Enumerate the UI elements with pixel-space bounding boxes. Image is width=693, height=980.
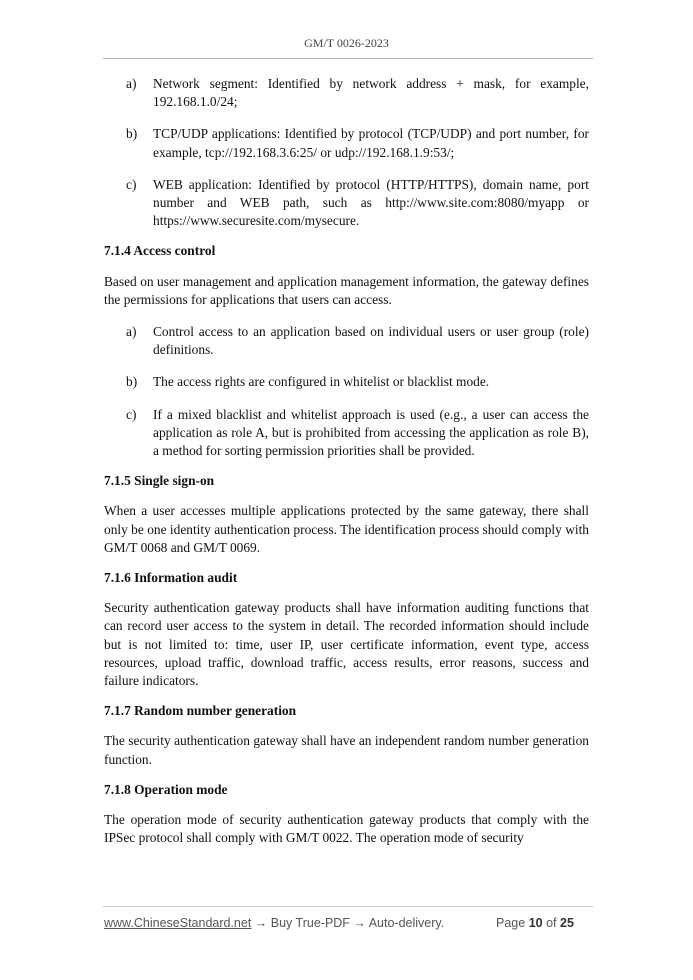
of-label: of bbox=[546, 916, 557, 930]
list-text: Control access to an application based on individual users or user group (role) definitions. bbox=[153, 324, 589, 358]
list-marker: a) bbox=[126, 324, 137, 340]
list-item bbox=[104, 75, 589, 111]
list-item bbox=[104, 323, 589, 359]
page-number bbox=[496, 916, 574, 930]
paragraph: When a user accesses multiple applications protected by the same gateway, there shall only be one identity authentication process. The identification process should comply with GM/T 0068 and GM/T 0069. bbox=[104, 503, 589, 555]
header-divider bbox=[103, 58, 593, 59]
section-heading-7-1-7: 7.1.7 Random number generation bbox=[104, 703, 297, 719]
paragraph: The operation mode of security authentication gateway products that comply with the IPSec protocol shall comply with GM/T 0022. The operation mode of security bbox=[104, 812, 589, 846]
list-marker: a) bbox=[126, 76, 137, 91]
paragraph: The security authentication gateway shall have an independent random number generation function. bbox=[104, 733, 589, 767]
list-text: Network segment: Identified by network address + mask, for example, 192.168.1.0/24; bbox=[153, 76, 589, 110]
list-text: TCP/UDP applications: Identified by protocol (TCP/UDP) and port number, for example, tcp://192.168.3.6:25/ or udp://192.168.1.9:53/; bbox=[153, 126, 589, 160]
running-header: GM/T 0026-2023 bbox=[304, 36, 389, 50]
footer-promo bbox=[104, 916, 444, 930]
section-heading-7-1-5: 7.1.5 Single sign-on bbox=[104, 473, 215, 489]
total-pages: 25 bbox=[560, 916, 574, 930]
site-link[interactable]: www.ChineseStandard.net bbox=[104, 916, 252, 930]
section-heading-7-1-8: 7.1.8 Operation mode bbox=[104, 781, 228, 797]
footer-divider bbox=[103, 906, 593, 907]
list-text: WEB application: Identified by protocol (HTTP/HTTPS), domain name, port number and WEB path, such as http://www.site.com:8080/myapp or https://www.securesite.com/mysecure. bbox=[153, 176, 589, 229]
page-body bbox=[104, 75, 589, 848]
section-heading-7-1-4: 7.1.4 Access control bbox=[104, 243, 216, 259]
list-text: The access rights are configured in whitelist or blacklist mode. bbox=[153, 374, 490, 390]
list-marker: c) bbox=[126, 176, 137, 192]
section-heading-7-1-6: 7.1.6 Information audit bbox=[104, 570, 238, 586]
list-item bbox=[104, 406, 589, 461]
paragraph: Based on user management and application management information, the gateway defines the permissions for applications that users can access. bbox=[104, 273, 589, 307]
list-item bbox=[104, 176, 589, 231]
list-marker: b) bbox=[126, 374, 138, 390]
promo-text: → Buy True-PDF → Auto-delivery. bbox=[251, 916, 445, 930]
list-item bbox=[104, 125, 589, 161]
list-text: If a mixed blacklist and whitelist approach is used (e.g., a user can access the application as role A, but is prohibited from accessing the application as role B), a method for sorting permission priorities shall be provided. bbox=[153, 406, 589, 459]
paragraph: Security authentication gateway products shall have information auditing functions that can record user access to the system in detail. The recorded information should include but is not limited to: time, user IP, user certificate information, event type, access resources, upload traffic, download traffic, access results, error reasons, success and failure indicators. bbox=[104, 600, 589, 689]
page-label: Page bbox=[496, 916, 526, 930]
list-marker: c) bbox=[126, 406, 137, 422]
list-item bbox=[104, 373, 589, 391]
current-page: 10 bbox=[528, 916, 543, 930]
list-marker: b) bbox=[126, 126, 138, 142]
